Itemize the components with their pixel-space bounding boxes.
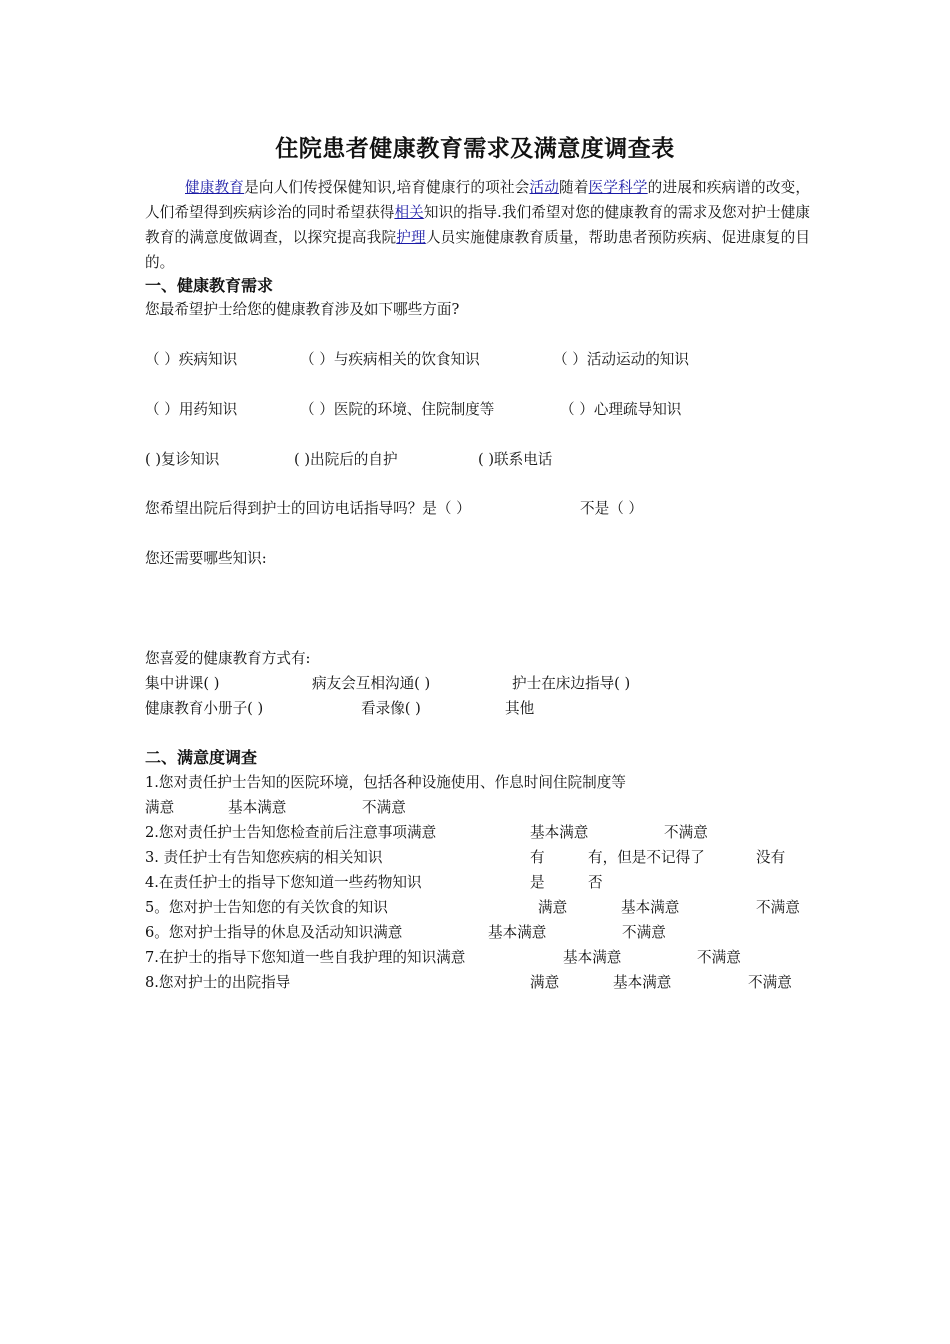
q3-option-no[interactable]: 没有 (756, 849, 786, 866)
methods-label: 您喜爱的健康教育方式有: (145, 650, 311, 667)
q7-option-basically[interactable]: 基本满意 (563, 949, 622, 966)
intro-text-1: 是向人们传授保健知识,培育健康行的项社会 (244, 179, 530, 196)
q6-option-basically[interactable]: 基本满意 (488, 924, 547, 941)
q4-option-yes[interactable]: 是 (530, 874, 545, 891)
link-activity[interactable]: 活动 (529, 179, 560, 196)
option-hospital-rules[interactable]: （ ）医院的环境、住院制度等 (300, 401, 495, 418)
q8-option-satisfied[interactable]: 满意 (530, 974, 560, 991)
q7-option-unsatisfied[interactable]: 不满意 (697, 949, 741, 966)
method-lecture[interactable]: 集中讲课( ) (145, 675, 220, 692)
q3-text: 3. 责任护士有告知您疾病的相关知识 (145, 849, 383, 866)
q8-option-basically[interactable]: 基本满意 (613, 974, 672, 991)
q5-text: 5。您对护士告知您的有关饮食的知识 (145, 899, 388, 916)
method-patient-group[interactable]: 病友会互相沟通( ) (312, 675, 431, 692)
section1-question: 您最希望护士给您的健康教育涉及如下哪些方面? (145, 301, 460, 318)
q3-option-yes[interactable]: 有 (530, 849, 545, 866)
intro-text-3: 的进展和疾病谱的改变，人们希望得到疾病诊治的同时希望获得 (145, 179, 810, 221)
q8-text: 8.您对护士的出院指导 (145, 974, 291, 991)
method-bedside[interactable]: 护士在床边指导( ) (512, 675, 631, 692)
option-diet-knowledge[interactable]: （ ）与疾病相关的饮食知识 (300, 351, 480, 368)
q4-text: 4.在责任护士的指导下您知道一些药物知识 (145, 874, 422, 891)
option-self-care[interactable]: ( )出院后的自护 (294, 451, 398, 468)
link-health-education[interactable]: 健康教育 (185, 179, 245, 196)
option-contact-phone[interactable]: ( )联系电话 (478, 451, 553, 468)
q4-option-no[interactable]: 否 (588, 874, 603, 891)
option-psychological[interactable]: （ ）心理疏导知识 (560, 401, 682, 418)
link-medical-science[interactable]: 医学科学 (588, 179, 648, 196)
other-knowledge-label: 您还需要哪些知识: (145, 550, 267, 567)
intro-text-5: 人员实施健康教育质量，帮助患者预防疾病、促进康复的目的。 (145, 229, 810, 271)
page-title: 住院患者健康教育需求及满意度调查表 (275, 136, 675, 162)
q5-option-unsatisfied[interactable]: 不满意 (756, 899, 800, 916)
q1-option-unsatisfied[interactable]: 不满意 (362, 799, 406, 816)
section1-heading: 一、健康教育需求 (145, 276, 274, 295)
q5-option-satisfied[interactable]: 满意 (538, 899, 568, 916)
option-disease-knowledge[interactable]: （ ）疾病知识 (145, 351, 238, 368)
link-nursing[interactable]: 护理 (396, 229, 426, 246)
callback-no[interactable]: 不是（ ） (580, 500, 644, 517)
q3-option-forgot[interactable]: 有，但是不记得了 (588, 849, 705, 866)
q6-option-unsatisfied[interactable]: 不满意 (622, 924, 666, 941)
q6-text: 6。您对护士指导的休息及活动知识满意 (145, 924, 403, 941)
intro-paragraph (145, 175, 810, 275)
intro-text-4: 知识的指导.我们希望对您的健康教育的需求及您对护士健康教育的满意度做调查，以探究提高我院 (145, 204, 810, 246)
option-exercise-knowledge[interactable]: （ ）活动运动的知识 (553, 351, 689, 368)
q7-text: 7.在护士的指导下您知道一些自我护理的知识满意 (145, 949, 466, 966)
intro-text-2: 随着 (559, 179, 589, 196)
callback-question[interactable]: 您希望出院后得到护士的回访电话指导吗？是（ ） (145, 500, 471, 517)
q2-option-basically[interactable]: 基本满意 (530, 824, 589, 841)
q2-option-unsatisfied[interactable]: 不满意 (664, 824, 708, 841)
q5-option-basically[interactable]: 基本满意 (621, 899, 680, 916)
q1-option-satisfied[interactable]: 满意 (145, 799, 175, 816)
method-other[interactable]: 其他 (505, 700, 535, 717)
section2-heading: 二、满意度调查 (145, 748, 258, 767)
q1-option-basically[interactable]: 基本满意 (228, 799, 287, 816)
method-booklet[interactable]: 健康教育小册子( ) (145, 700, 264, 717)
option-medication-knowledge[interactable]: （ ）用药知识 (145, 401, 238, 418)
link-related[interactable]: 相关 (394, 204, 424, 221)
q2-text: 2.您对责任护士告知您检查前后注意事项满意 (145, 824, 437, 841)
method-video[interactable]: 看录像( ) (361, 700, 421, 717)
q8-option-unsatisfied[interactable]: 不满意 (748, 974, 792, 991)
q1-text: 1.您对责任护士告知的医院环境，包括各种设施使用、作息时间住院制度等 (145, 774, 626, 791)
option-followup-knowledge[interactable]: ( )复诊知识 (145, 451, 220, 468)
